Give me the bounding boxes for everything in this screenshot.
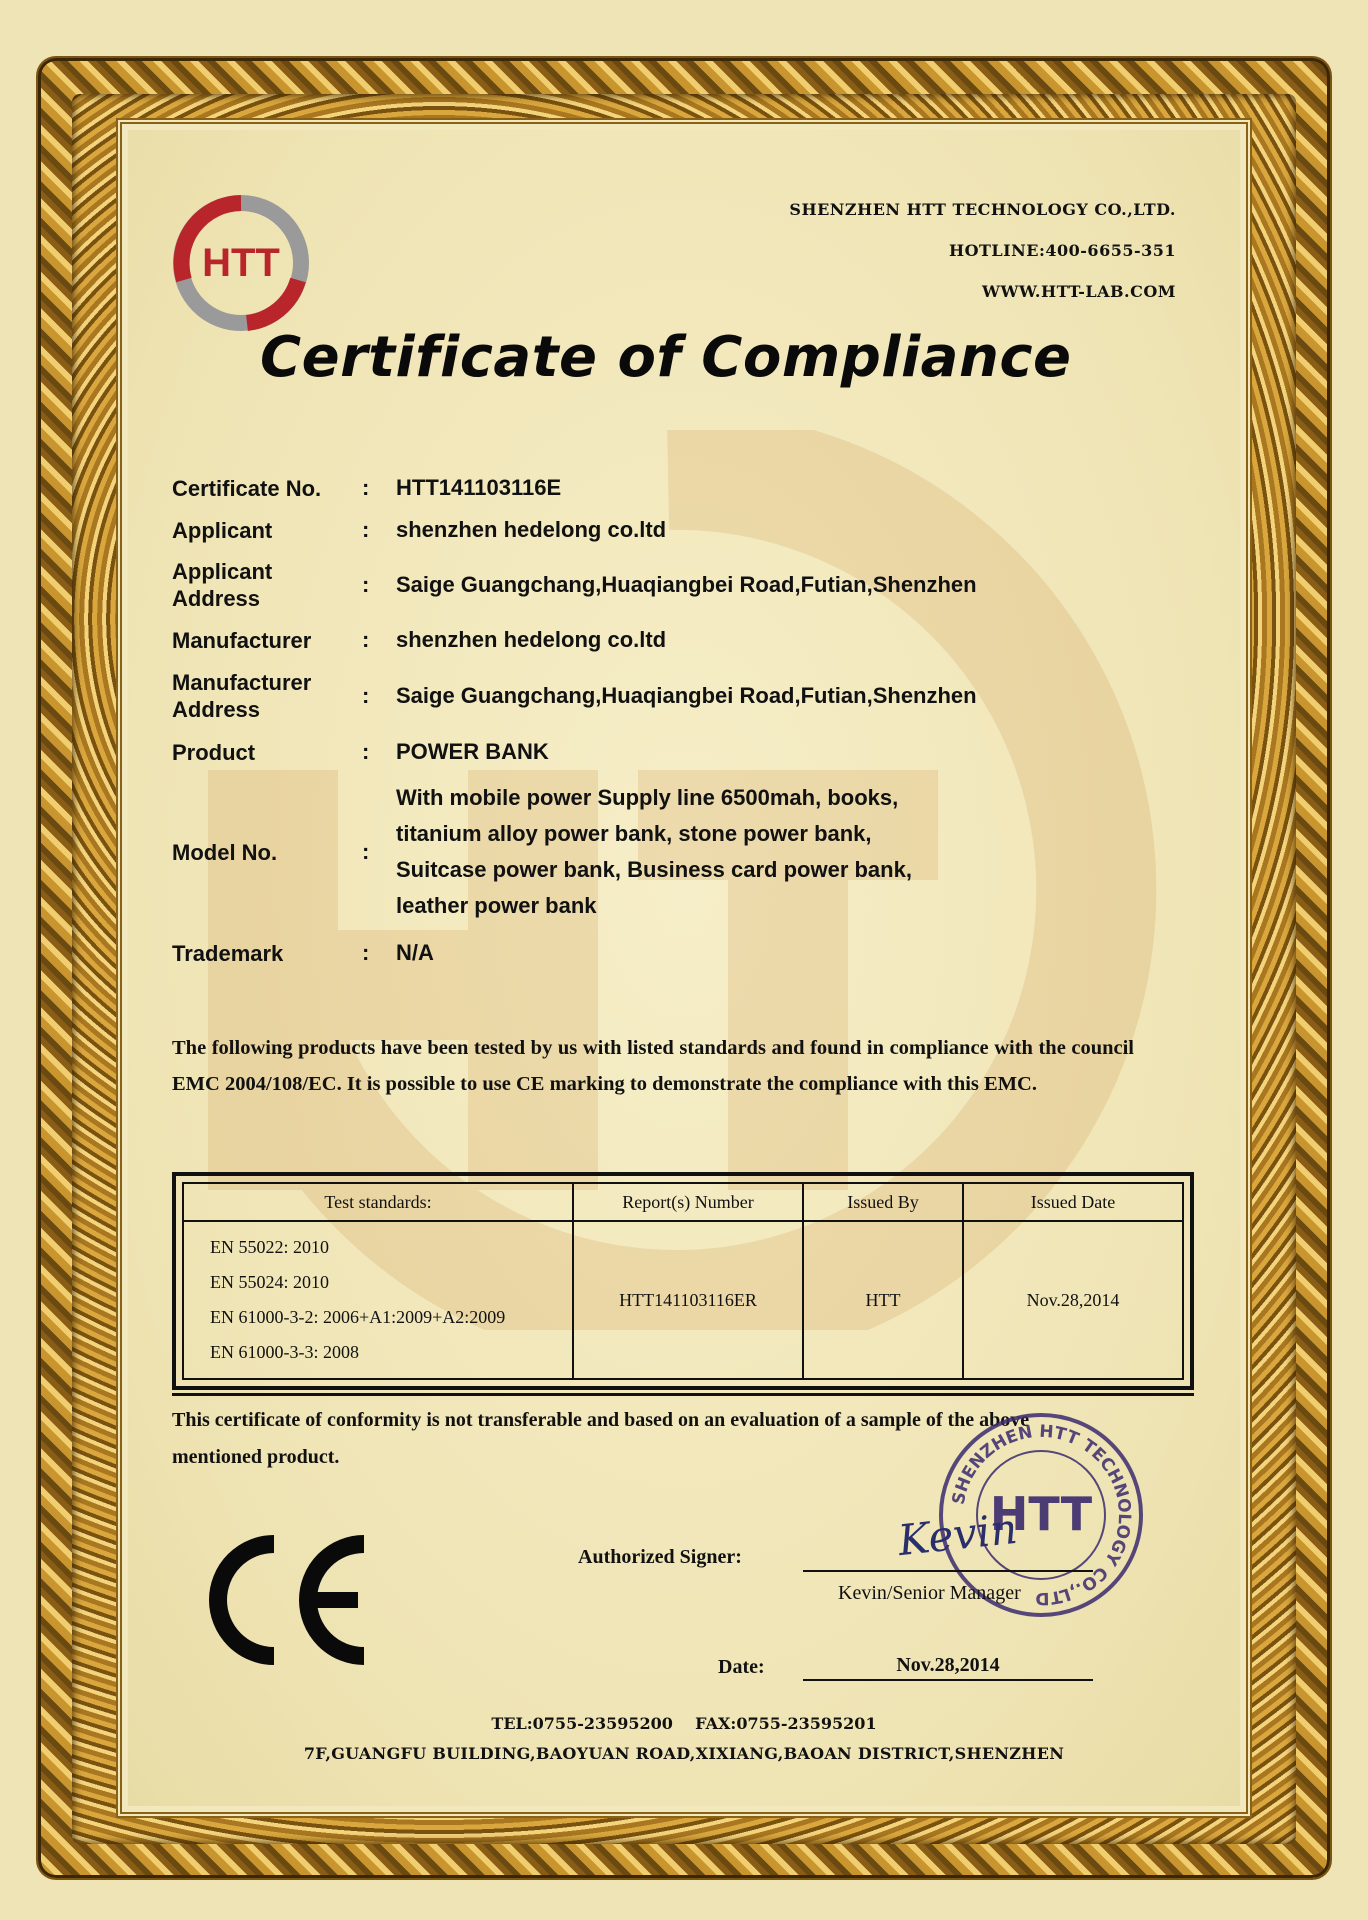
field-applicant: Applicant : shenzhen hedelong co.ltd xyxy=(172,508,1172,552)
date-value: Nov.28,2014 xyxy=(803,1654,1093,1681)
authorized-signer-label: Authorized Signer: xyxy=(578,1546,742,1568)
field-model-no: Model No. : With mobile power Supply line 6500mah, books, titanium alloy power bank, stone power bank, Suitcase power bank, Business card power bank, leather power bank xyxy=(172,774,1172,930)
field-value: shenzhen hedelong co.ltd xyxy=(396,517,667,542)
issued-date: Nov.28,2014 xyxy=(963,1221,1183,1379)
date-label: Date: xyxy=(718,1656,765,1678)
field-label: Certificate No. xyxy=(172,475,322,501)
field-label: Applicant Address xyxy=(172,559,273,611)
certificate-paper xyxy=(128,130,1240,1806)
field-value: Saige Guangchang,Huaqiangbei Road,Futian,Shenzhen xyxy=(396,572,977,597)
report-number: HTT141103116ER xyxy=(573,1221,803,1379)
field-label: Manufacturer Address xyxy=(172,670,312,722)
standards-table-wrapper xyxy=(172,1172,1194,1390)
header-test-standards: Test standards: xyxy=(183,1183,573,1221)
certificate-title: Certificate of Compliance xyxy=(260,325,1072,390)
field-manufacturer: Manufacturer : shenzhen hedelong co.ltd xyxy=(172,618,1172,662)
field-value: Saige Guangchang,Huaqiangbei Road,Futian,Shenzhen xyxy=(396,683,977,708)
company-website: WWW.HTT-LAB.COM xyxy=(982,282,1176,301)
field-label: Trademark xyxy=(172,940,284,966)
signature-line xyxy=(803,1570,1093,1572)
company-hotline: HOTLINE:400-6655-351 xyxy=(948,241,1176,260)
field-value: POWER BANK xyxy=(396,739,549,764)
field-label: Manufacturer xyxy=(172,627,312,653)
logo-text: HTT xyxy=(202,241,280,285)
company-name: SHENZHEN HTT TECHNOLOGY CO.,LTD. xyxy=(789,200,1176,219)
ce-mark-icon xyxy=(204,1530,374,1670)
field-label: Applicant xyxy=(172,517,273,543)
svg-text:SHENZHEN HTT TECHNOLOGY CO.,LT: SHENZHEN HTT TECHNOLOGY CO.,LTD xyxy=(948,1421,1135,1609)
certificate-fields xyxy=(172,468,1172,976)
field-manufacturer-address: Manufacturer Address : Saige Guangchang,Huaqiangbei Road,Futian,Shenzhen xyxy=(172,662,1172,730)
field-value: shenzhen hedelong co.ltd xyxy=(396,627,667,652)
compliance-statement: The following products have been tested by us with listed standards and found in compliance with the council EMC 2004/108/EC. It is possible to use CE marking to demonstrate the compliance with this EMC. xyxy=(172,1037,1134,1095)
field-product: Product : POWER BANK xyxy=(172,730,1172,774)
header-issued-date: Issued Date xyxy=(963,1183,1183,1221)
footer-contact: TEL:0755-23595200 FAX:0755-23595201 xyxy=(491,1714,877,1733)
standards-table xyxy=(182,1182,1184,1380)
field-applicant-address: Applicant Address : Saige Guangchang,Huaqiangbei Road,Futian,Shenzhen xyxy=(172,552,1172,618)
issued-by: HTT xyxy=(803,1221,963,1379)
standards-list: EN 55022: 2010 EN 55024: 2010 EN 61000-3-2: 2006+A1:2009+A2:2009 EN 61000-3-3: 2008 xyxy=(183,1221,573,1379)
footer-address: 7F,GUANGFU BUILDING,BAOYUAN ROAD,XIXIANG,BAOAN DISTRICT,SHENZHEN xyxy=(303,1744,1065,1763)
field-value: HTT141103116E xyxy=(396,475,562,500)
header-report-number: Report(s) Number xyxy=(573,1183,803,1221)
field-value: N/A xyxy=(396,940,434,965)
field-label: Model No. xyxy=(172,839,278,865)
svg-text:HTT: HTT xyxy=(989,1487,1093,1541)
company-header xyxy=(789,200,1176,323)
handwritten-signature: Kevin xyxy=(895,1503,1020,1566)
htt-logo-icon xyxy=(172,194,310,332)
field-trademark: Trademark : N/A xyxy=(172,930,1172,976)
field-value: With mobile power Supply line 6500mah, books, titanium alloy power bank, stone power bank, Suitcase power bank, Business card power bank, leather power bank xyxy=(396,785,912,918)
header-issued-by: Issued By xyxy=(803,1183,963,1221)
field-certificate-no: Certificate No. : HTT141103116E xyxy=(172,468,1172,508)
signer-name: Kevin/Senior Manager xyxy=(838,1582,1021,1604)
field-label: Product xyxy=(172,739,256,765)
disclaimer: This certificate of conformity is not transferable and based on an evaluation of a sample of the above mentioned product. xyxy=(172,1409,1030,1468)
